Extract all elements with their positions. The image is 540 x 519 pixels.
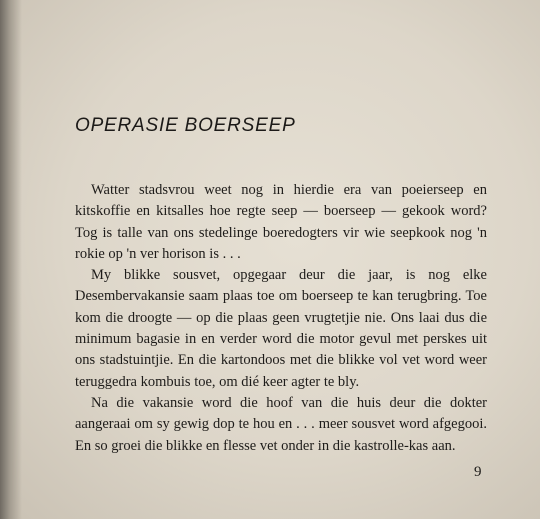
paragraph-3: Na die vakansie word die hoof van die huis deur die dokter aangeraai om sy gewig dop te hou en . . . meer sousvet word afgegooi. En so groei die blikke en flesse vet onder in die kastrolle-kas aan.: [75, 394, 487, 454]
show-through-text: [150, 0, 510, 110]
chapter-title: OPERASIE BOERSEEP: [75, 115, 296, 136]
paragraph-2: My blikke sousvet, opgegaar deur die jaar, is nog elke Desembervakansie saam plaas toe om boerseep te kan terugbring. Toe kom die droogte — op die plaas geen vrugtetjie nie. Ons laai dus die minimum bagasie in en verder word die motor gevul met perskes uit ons stadstuintjie. En die kartondoos met die blikke vol vet word weer teruggedra kombuis toe, om dié keer agter te bly.: [75, 267, 487, 390]
book-gutter-shadow: [0, 0, 22, 519]
paragraph-1: Watter stadsvrou weet nog in hierdie era van poeierseep en kitskoffie en kitsalles hoe regte seep — boerseep — gekook word? Tog is talle van ons stedelinge boeredogters vir wie seepkook nog 'n rokie op 'n ver horison is . . .: [75, 182, 487, 262]
page-number: 9: [474, 464, 482, 480]
body-text: [75, 180, 487, 457]
